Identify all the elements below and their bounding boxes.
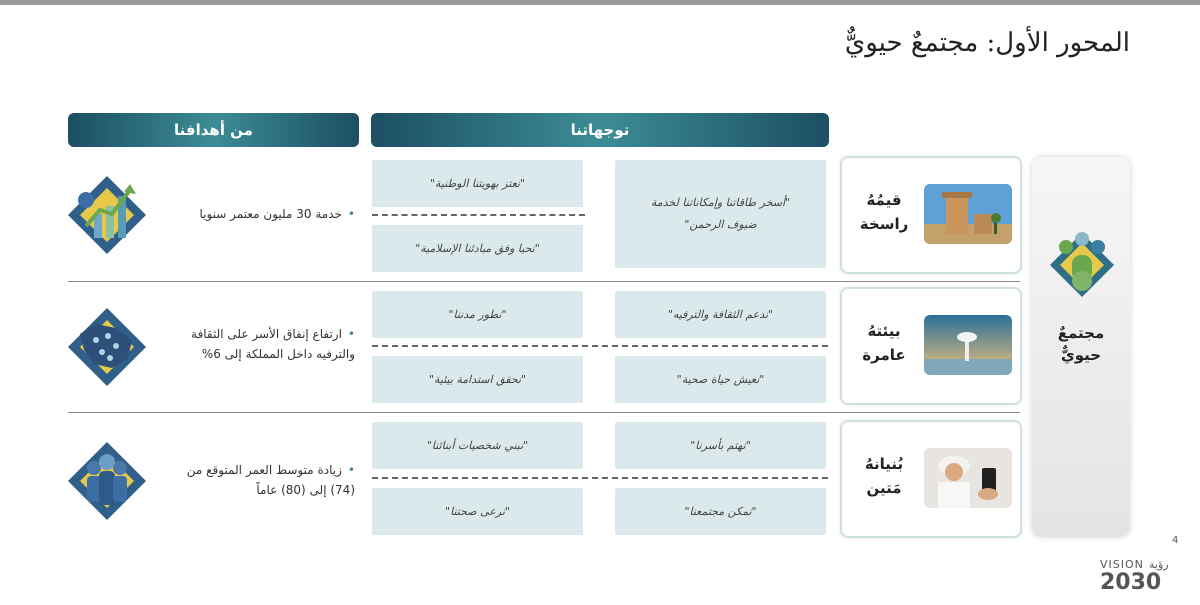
vibrant-society-logo-icon <box>1042 225 1122 305</box>
top-bar <box>0 0 1200 5</box>
page-title: المحور الأول: مجتمعٌ حيويٌّ <box>844 28 1130 58</box>
dashed-separator <box>372 214 585 216</box>
vision-word: VISION <box>1100 558 1144 571</box>
direction-card: "أسخر طاقاتنا وإمكاناتنا لخدمة ضيوف الرحمن" <box>615 160 826 268</box>
direction-card: "ندعم الثقافة والترفيه" <box>615 291 826 338</box>
direction-card: "نمكن مجتمعنا" <box>615 488 826 535</box>
direction-card: "نعيش حياة صحية" <box>615 356 826 403</box>
direction-card: "نحقق استدامة بيئية" <box>372 356 583 403</box>
dashed-separator <box>372 477 828 479</box>
pillar-card-structure <box>840 420 1022 538</box>
people-group-icon <box>66 440 148 522</box>
direction-card: "نبني شخصيات أبنائنا" <box>372 422 583 469</box>
theme-name-line1: مجتمعٌ <box>1057 324 1105 342</box>
pillar-name-line2: راسخة <box>859 215 909 233</box>
direction-card: "نحيا وفق مبادئنا الإسلامية" <box>372 225 583 272</box>
pillar-name <box>846 319 922 367</box>
pillar-name-line2: مَتين <box>866 479 902 497</box>
goal-label: ارتفاع إنفاق الأسر على الثقافة والترفيه داخل المملكة إلى 6% <box>191 327 355 361</box>
page-number: 4 <box>1172 535 1179 546</box>
pillar-name-line1: بيئتهُ <box>867 322 901 340</box>
direction-card: "نطور مدننا" <box>372 291 583 338</box>
goal-label: خدمة 30 مليون معتمر سنويا <box>199 207 342 221</box>
goal-label: زيادة متوسط العمر المتوقع من (74) إلى (80) عاماً <box>186 463 355 497</box>
pillar-name <box>846 452 922 500</box>
vision-year: 2030 <box>1100 570 1162 595</box>
kaaba-tower-photo-icon <box>924 184 1012 244</box>
pillar-name-line1: بُنيانهُ <box>864 455 904 473</box>
saudi-map-icon <box>66 306 148 388</box>
vision-2030-logo <box>1100 553 1190 605</box>
theme-name <box>1032 322 1130 366</box>
header-directions: توجهاتنا <box>371 113 829 147</box>
direction-card: "نرعى صحتنا" <box>372 488 583 535</box>
water-tower-photo-icon <box>924 315 1012 375</box>
pillar-name <box>846 188 922 236</box>
goal-text <box>175 324 355 364</box>
bullet-icon: • <box>347 327 355 341</box>
row-divider <box>68 281 1020 282</box>
goal-text <box>175 204 355 224</box>
bullet-icon: • <box>347 207 355 221</box>
theme-panel <box>1032 157 1130 537</box>
pillar-name-line1: قيمُهُ <box>866 191 902 209</box>
pillar-card-values <box>840 156 1022 274</box>
pillar-name-line2: عامرة <box>862 346 906 364</box>
row-divider <box>68 412 1020 413</box>
direction-card: "نعتز بهويتنا الوطنية" <box>372 160 583 207</box>
family-phone-photo-icon <box>924 448 1012 508</box>
pillar-card-environment <box>840 287 1022 405</box>
dashed-separator <box>372 345 828 347</box>
vision-arabic: رؤية <box>1148 558 1169 571</box>
theme-name-line2: حيويٌّ <box>1060 346 1102 364</box>
growth-chart-icon <box>66 174 148 256</box>
goal-text <box>175 460 355 500</box>
header-goals: من أهدافنا <box>68 113 359 147</box>
bullet-icon: • <box>347 463 355 477</box>
direction-card: "نهتم بأسرنا" <box>615 422 826 469</box>
